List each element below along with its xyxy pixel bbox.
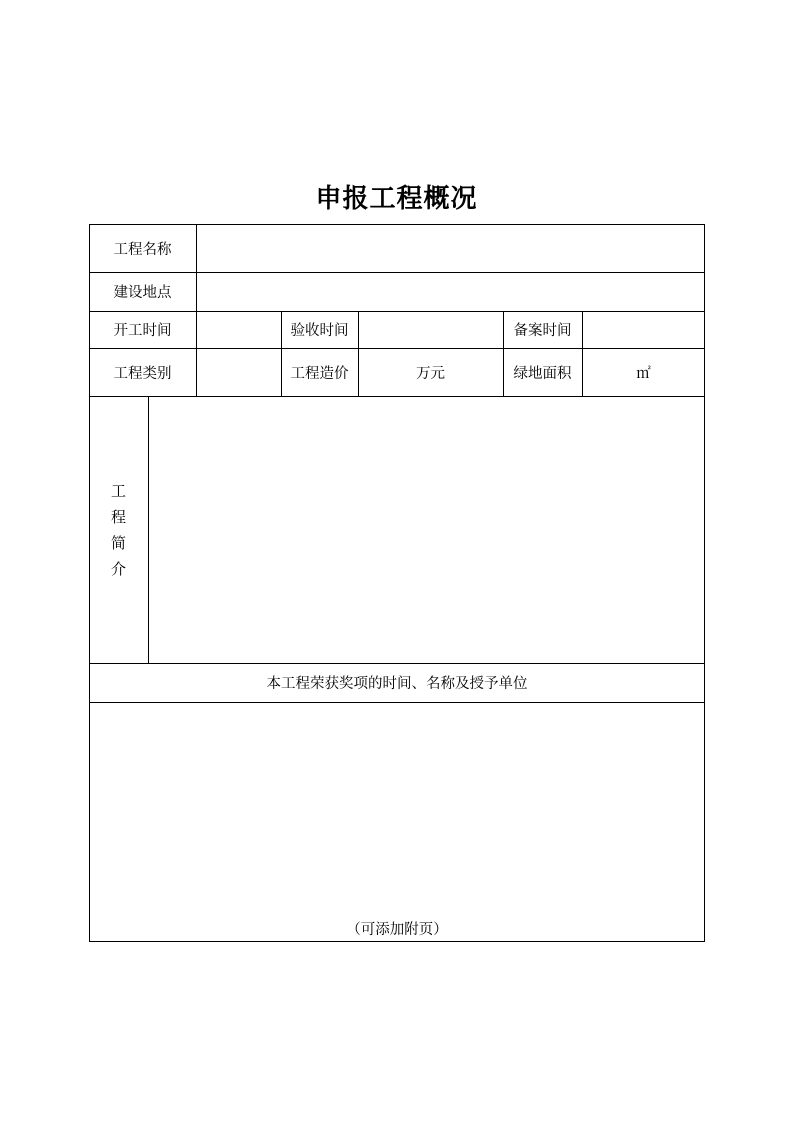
cost-label: 工程造价	[290, 365, 349, 382]
green-area-field[interactable]: ㎡	[636, 365, 651, 382]
start-time-label: 开工时间	[113, 323, 172, 339]
green-area-label: 绿地面积	[513, 365, 572, 382]
project-intro-field[interactable]	[148, 396, 705, 663]
intro-label-char: 简	[110, 533, 126, 552]
intro-label-char: 介	[110, 559, 126, 578]
acceptance-time-label: 验收时间	[290, 323, 349, 339]
page-title: 申报工程概况	[315, 184, 478, 214]
project-name-field[interactable]	[196, 224, 705, 272]
intro-label-char: 工	[110, 481, 126, 500]
intro-label-char: 程	[110, 507, 126, 526]
project-intro-label	[89, 396, 148, 663]
project-name-label: 工程名称	[113, 241, 172, 258]
location-label: 建设地点	[113, 285, 172, 301]
awards-field[interactable]	[89, 702, 705, 912]
awards-header: 本工程荣获奖项的时间、名称及授予单位	[266, 676, 528, 692]
cost-field[interactable]: 万元	[416, 365, 445, 382]
filing-time-label: 备案时间	[513, 323, 572, 339]
acceptance-time-field[interactable]	[358, 311, 503, 348]
category-label: 工程类别	[113, 365, 172, 382]
attachment-note: （可添加附页）	[346, 922, 448, 938]
location-field[interactable]	[196, 272, 705, 311]
category-field[interactable]	[196, 348, 281, 396]
filing-time-field[interactable]	[582, 311, 705, 348]
start-time-field[interactable]	[196, 311, 281, 348]
